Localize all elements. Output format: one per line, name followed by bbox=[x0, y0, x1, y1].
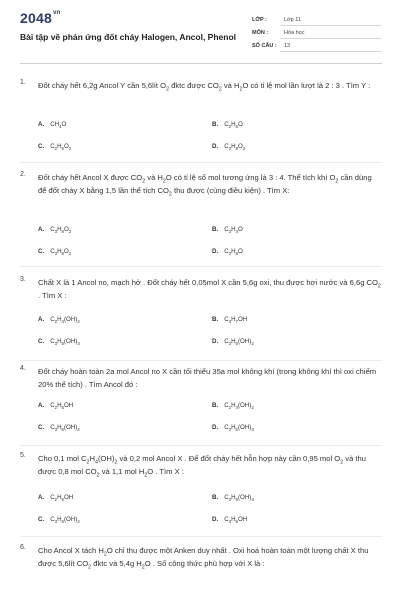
option-c[interactable]: C. $C_2H_6O_2$ bbox=[38, 143, 72, 152]
question-text: Đốt cháy hoàn toàn 2a mol Ancol no X cần tối thiểu 35a mol không khí (trong không khí thì oxi chiếm 20% thể tích) . Tìm Ancol đó : bbox=[38, 367, 377, 389]
option-d[interactable]: D. $C_3H_5OH$ bbox=[212, 516, 248, 525]
question-text: Cho Ancol X tách $H_2O$ chỉ thu được một Anken duy nhất . Oxi hoá hoàn toàn một lượng chất X thu được 5,6lít $CO_2$ đktc và 5,4g $H_2O$ . Số công thức phù hợp với X là : bbox=[38, 546, 369, 571]
option-d[interactable]: D. $C_3H_8O_2$ bbox=[212, 143, 246, 152]
question-text: Đốt cháy hết 6,2g Ancol Y cần 5,6lít $O_2$ đktc được $CO_2$ và $H_2O$ có tỉ lệ mol lần lượt là 2 : 3 . Tìm Y : bbox=[38, 81, 371, 93]
option-b[interactable]: B. $C_3H_7OH$ bbox=[212, 316, 248, 325]
option-c[interactable]: C. $C_3H_5(OH)_3$ bbox=[38, 338, 80, 347]
meta-value: 13 bbox=[284, 43, 291, 49]
option-b[interactable]: B. $C_3H_5(OH)_3$ bbox=[212, 494, 254, 503]
site-logo[interactable] bbox=[20, 10, 60, 26]
logo-text: 2048 bbox=[20, 10, 52, 26]
question-number: 3. bbox=[20, 276, 26, 283]
option-a[interactable]: A. $C_3H_8O_3$ bbox=[38, 226, 72, 235]
meta-value: Hóa học bbox=[284, 30, 305, 36]
question-text: Chất X là 1 Ancol no, mạch hở . Đốt cháy hết 0,05mol X cần 5,6g oxi, thu được hơi nước và 6,6g $CO_2$ . Tìm X : bbox=[38, 278, 381, 300]
document-title: Bài tập về phản ứng đốt cháy Halogen, Ancol, Phenol bbox=[20, 32, 237, 42]
question-3 bbox=[20, 276, 382, 360]
question-separator bbox=[20, 536, 382, 537]
logo-suffix: vn bbox=[52, 10, 61, 16]
meta-row-subject bbox=[252, 27, 382, 40]
question-6 bbox=[20, 544, 382, 594]
option-d[interactable]: D. $C_3H_5(OH)_3$ bbox=[212, 424, 254, 433]
question-number: 2. bbox=[20, 171, 26, 178]
option-a[interactable]: A. $CH_4O$ bbox=[38, 121, 67, 130]
meta-row-question-count bbox=[252, 40, 382, 53]
meta-key: SỐ CÂU : bbox=[252, 43, 277, 49]
option-d[interactable]: D. $C_3H_6(OH)_2$ bbox=[212, 338, 254, 347]
meta-info bbox=[252, 14, 382, 53]
question-4 bbox=[20, 365, 382, 449]
question-separator bbox=[20, 360, 382, 361]
question-number: 4. bbox=[20, 365, 26, 372]
question-number: 1. bbox=[20, 79, 26, 86]
option-d[interactable]: D. $C_3H_8O$ bbox=[212, 248, 243, 257]
meta-row-class bbox=[252, 14, 382, 27]
option-b[interactable]: B. $C_2H_4(OH)_2$ bbox=[212, 402, 254, 411]
question-2 bbox=[20, 171, 382, 267]
question-number: 6. bbox=[20, 544, 26, 551]
question-separator bbox=[20, 445, 382, 446]
option-c[interactable]: C. $C_3H_6(OH)_2$ bbox=[38, 516, 80, 525]
meta-value: Lớp 11 bbox=[284, 17, 301, 23]
question-1 bbox=[20, 79, 382, 165]
document-header bbox=[0, 0, 400, 62]
header-divider bbox=[20, 63, 382, 64]
question-text: Đốt cháy hết Ancol X được $CO_2$ và $H_2O$ có tỉ lệ số mol tương ứng là 3 : 4. Thể tích khí $O_2$ cần dùng để đốt cháy X bằng 1,5 lần thể tích $CO_2$ thu được (cùng điều kiện) . Tìm X: bbox=[38, 173, 372, 198]
option-c[interactable]: C. $C_3H_6(OH)_2$ bbox=[38, 424, 80, 433]
option-b[interactable]: B. $C_2H_6O$ bbox=[212, 121, 243, 130]
meta-key: MÔN : bbox=[252, 30, 269, 36]
question-separator bbox=[20, 162, 382, 163]
option-a[interactable]: A. $C_2H_5OH$ bbox=[38, 402, 74, 411]
meta-key: LỚP : bbox=[252, 17, 267, 23]
question-separator bbox=[20, 266, 382, 267]
option-a[interactable]: A. $C_2H_4(OH)_2$ bbox=[38, 316, 80, 325]
option-a[interactable]: A. $C_2H_5OH$ bbox=[38, 494, 74, 503]
question-5 bbox=[20, 452, 382, 536]
option-b[interactable]: B. $C_3H_4O$ bbox=[212, 226, 243, 235]
option-c[interactable]: C. $C_3H_8O_2$ bbox=[38, 248, 72, 257]
question-text: Cho 0,1 mol $C_2H_4(OH)_2$ và 0,2 mol Ancol X . Để đốt cháy hết hỗn hợp này cần 0,95 mol $O_2$ và thu được 0,8 mol $CO_2$ và 1,1 mol $H_2O$ . Tìm X : bbox=[38, 454, 366, 479]
question-number: 5. bbox=[20, 452, 26, 459]
